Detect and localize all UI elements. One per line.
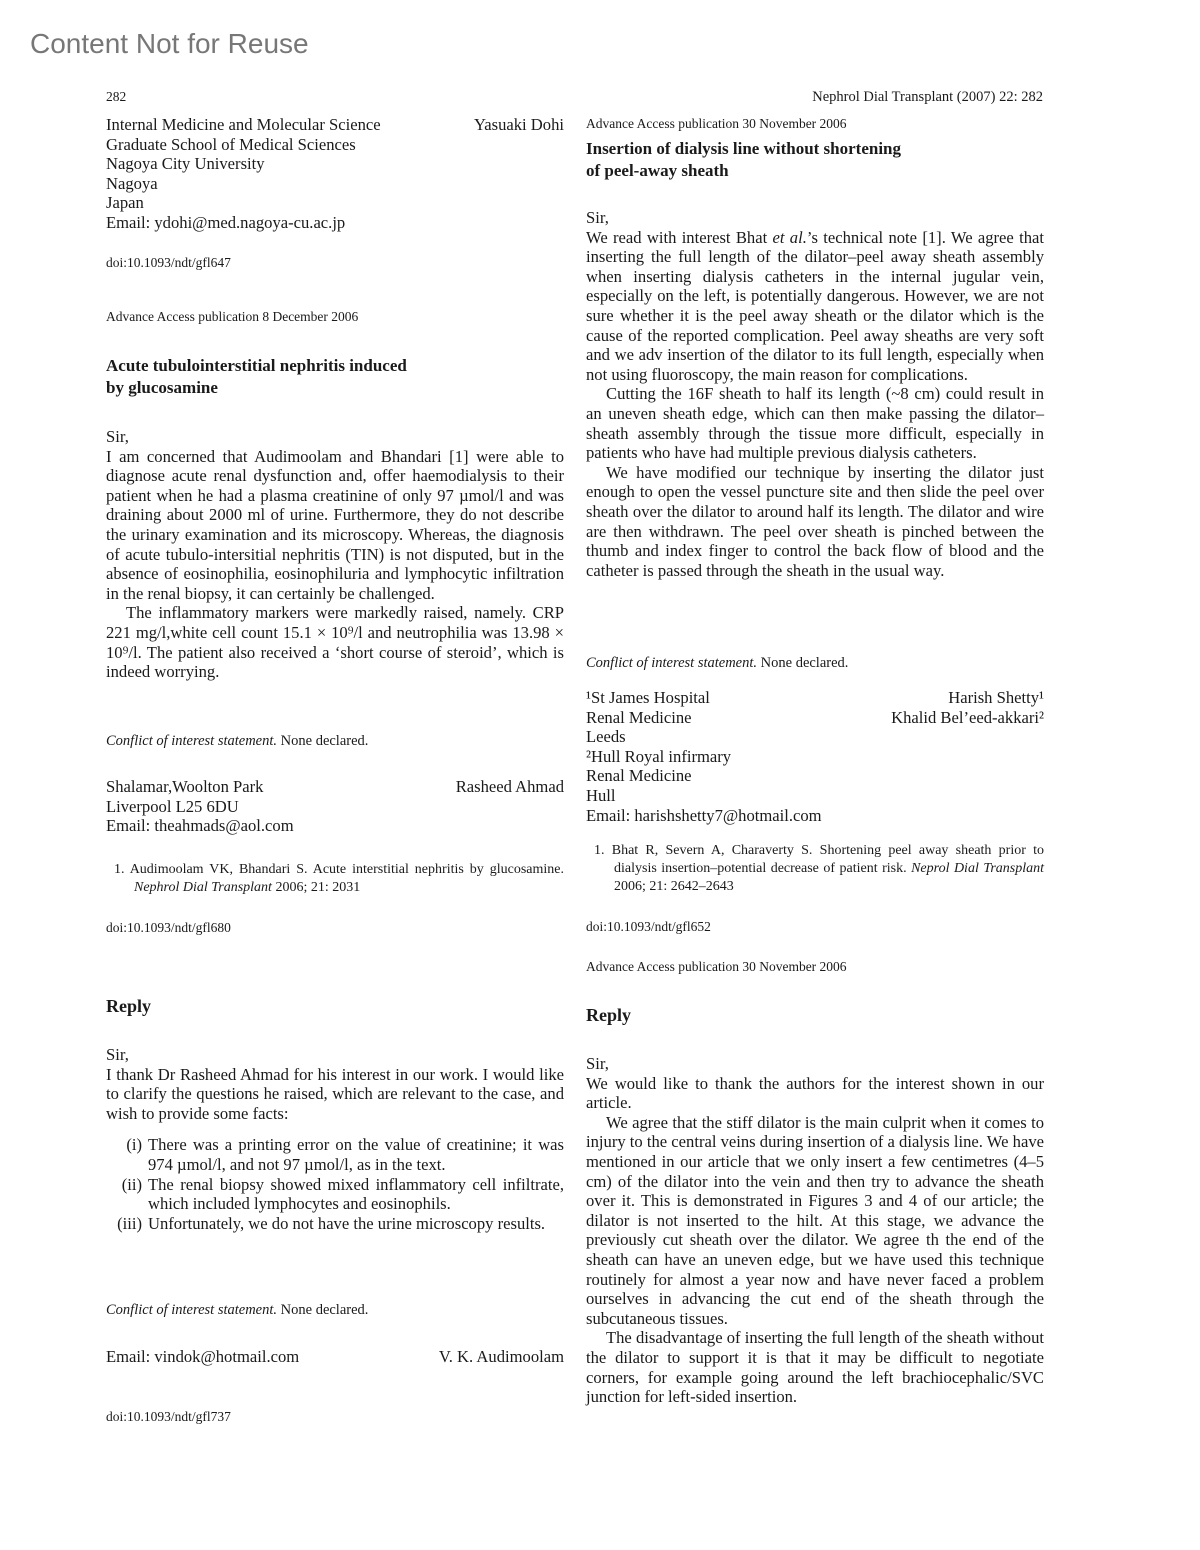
ref-journal: Neprol Dial Transplant (911, 861, 1045, 876)
address-line: ¹St James Hospital (586, 688, 710, 707)
advance-access: Advance Access publication 30 November 2006 (586, 959, 847, 974)
item-text: Unfortunately, we do not have the urine microscopy results. (148, 1213, 546, 1233)
title-line: Insertion of dialysis line without shortening (586, 139, 902, 158)
title-line: by glucosamine (106, 378, 218, 397)
letter-signature (586, 688, 1044, 825)
paragraph: We have modified our technique by inserting the dilator just enough to open the vessel puncture site and then slide the peel over sheath over the dilator to around half its length. The dilator and wire are then withdrawn. The peel over sheath is pinched between the thumb and index finger to control the back flow of blood and the catheter is passed through the sheath in the usual way. (586, 462, 1044, 580)
paragraph: Cutting the 16F sheath to half its length (~8 cm) could result in an uneven sheath edge, which can then make passing the dilator–sheath assembly through the tissue more difficult, especially in patients who have had multiple previous dialysis catheters. (586, 384, 1044, 463)
author-name: V. K. Audimoolam (438, 1347, 564, 1366)
title-line: of peel-away sheath (586, 161, 729, 180)
item-number: (ii) (121, 1174, 142, 1194)
letter-body (106, 427, 564, 682)
journal-header: Nephrol Dial Transplant (2007) 22: 282 (812, 89, 1043, 105)
doi: doi:10.1093/ndt/gfl680 (106, 920, 231, 935)
list-item (106, 1175, 564, 1214)
letter-signature (106, 777, 564, 836)
conflict-statement (586, 654, 848, 672)
address-line: Leeds (586, 727, 626, 747)
ref-tail: 2006; 21: 2031 (271, 880, 361, 895)
reply-body (106, 1045, 564, 1233)
address-line: Japan (106, 193, 144, 213)
reply-signature (106, 1347, 564, 1367)
address-line: Liverpool L25 6DU (106, 796, 239, 816)
ref-text: Audimoolam VK, Bhandari S. Acute interstitial nephritis by glucosamine. (129, 862, 564, 877)
salutation: Sir, (586, 208, 609, 227)
address-line: Internal Medicine and Molecular Science (106, 115, 381, 134)
author-name: Yasuaki Dohi (473, 115, 564, 134)
page-number: 282 (106, 89, 127, 104)
email: Email: harishshetty7@hotmail.com (586, 805, 822, 825)
ref-number: 1. (114, 862, 125, 877)
author-name: Harish Shetty¹ (948, 688, 1044, 707)
paragraph: I am concerned that Audimoolam and Bhandari [1] were able to diagnose acute renal dysfunction and, offer haemodialysis to their patient when he had a plasma creatinine of only 97 µmol/l and was draining about 2000 ml of urine. Furthermore, they do not describe the urinary examination and its microscopy. Whereas, the diagnosis of acute tubulo-intersitial nephritis (TIN) is not disputed, but in the absence of eosinophilia, eosinophiluria and lymphocytic infiltration in the renal biopsy, it can certainly be challenged. (106, 446, 564, 603)
ref-tail: 2006; 21: 2642–2643 (614, 879, 734, 894)
email: Email: vindok@hotmail.com (106, 1347, 300, 1366)
email: Email: theahmads@aol.com (106, 816, 294, 836)
reply-heading: Reply (586, 1005, 631, 1025)
conflict-label: Conflict of interest statement. (106, 1302, 278, 1318)
list-item (106, 1214, 564, 1234)
address-line: Shalamar,Woolton Park (106, 777, 264, 796)
address-line: Hull (586, 785, 616, 805)
paragraph: We agree that the stiff dilator is the main culprit when it comes to injury to the central veins during insertion of a dialysis line. We have mentioned in our article that we only insert a few centimetres (4–5 cm) of the dilator into the vein and then try to advance the sheath over it. This is demonstrated in Figures 3 and 4 of our article; the dilator is not inserted to the hilt. At this stage, we advance the previously cut sheath over the dilator. We agree th the end of the sheath can have an uneven edge, but we have used this technique routinely for almost a year now and have never faced a problem ourselves in advancing the cut end of the sheath through the subcutaneous tissues. (586, 1112, 1044, 1328)
address-line: Renal Medicine (586, 707, 692, 727)
ref-text: Bhat R, Severn A, Charaverty S. Shortening peel away sheath prior to dialysis insertion–potential decrease of patient risk. (611, 843, 1045, 876)
item-text: There was a printing error on the value of creatinine; it was 974 µmol/l, and not 97 µmol/l, as in the text. (148, 1135, 564, 1174)
conflict-text: None declared. (277, 733, 369, 749)
ref-number: 1. (594, 843, 605, 858)
address-line: ²Hull Royal infirmary (586, 746, 732, 766)
address-line: Nagoya (106, 173, 158, 193)
reply-body (586, 1054, 1044, 1407)
item-number: (iii) (117, 1213, 142, 1233)
conflict-text: None declared. (757, 655, 849, 671)
paragraph (586, 228, 1044, 385)
address-line: Graduate School of Medical Sciences (106, 134, 356, 154)
reference (586, 842, 1044, 896)
salutation: Sir, (106, 1045, 129, 1064)
item-text: The renal biopsy showed mixed inflammatory cell infiltrate, which included lymphocytes and eosinophils. (148, 1174, 564, 1214)
watermark: Content Not for Reuse (30, 28, 309, 59)
text: et al. (772, 227, 807, 247)
article-title (586, 138, 1044, 182)
advance-access: Advance Access publication 8 December 2006 (106, 309, 359, 324)
salutation: Sir, (586, 1054, 609, 1073)
text: We read with interest Bhat (586, 227, 773, 247)
doi: doi:10.1093/ndt/gfl737 (106, 1409, 231, 1424)
email: Email: ydohi@med.nagoya-cu.ac.jp (106, 212, 346, 232)
reply-heading: Reply (106, 996, 151, 1016)
address-line: Renal Medicine (586, 766, 692, 786)
letter-body (586, 208, 1044, 580)
paragraph: We would like to thank the authors for the interest shown in our article. (586, 1073, 1044, 1113)
ref-journal: Nephrol Dial Transplant (134, 880, 272, 895)
advance-access: Advance Access publication 30 November 2006 (586, 116, 847, 131)
conflict-label: Conflict of interest statement. (586, 655, 758, 671)
salutation: Sir, (106, 427, 129, 446)
prev-letter-signature (106, 115, 564, 233)
conflict-text: None declared. (277, 1302, 369, 1318)
title-line: Acute tubulointerstitial nephritis induced (106, 356, 407, 375)
address-line: Nagoya City University (106, 154, 265, 174)
text: ’s technical note [1]. We agree that inserting the full length of the dilator–peel away sheath assembly when inserting dialysis catheters in the internal jugular vein, especially on the left, is potentially dangerous. However, we are not sure whether it is the peel away sheath or the dilator which is the cause of the reported complication. Peel away sheaths are very soft and we adv insertion of the dilator to its full length, especially when not using fluoroscopy, the main reason for complications. (586, 227, 1044, 384)
paragraph: The inflammatory markers were markedly raised, namely. CRP 221 mg/l,white cell count 15.1 × 10⁹/l and neutrophilia was 13.98 × 10⁹/l. The patient also received a ‘short course of steroid’, which is indeed worrying. (106, 603, 564, 682)
conflict-label: Conflict of interest statement. (106, 733, 278, 749)
reference (106, 861, 564, 897)
paragraph: The disadvantage of inserting the full length of the sheath without the dilator to support it is that it may be difficult to negotiate corners, for example going around the left brachiocephalic/SVC junction for left-sided insertion. (586, 1328, 1044, 1407)
list-item (106, 1135, 564, 1174)
conflict-statement (106, 1301, 368, 1319)
item-number: (i) (126, 1135, 142, 1155)
author-name: Rasheed Ahmad (455, 777, 564, 796)
article-title (106, 355, 564, 399)
doi: doi:10.1093/ndt/gfl652 (586, 919, 711, 934)
conflict-statement (106, 732, 368, 750)
doi: doi:10.1093/ndt/gfl647 (106, 255, 231, 270)
paragraph: I thank Dr Rasheed Ahmad for his interest in our work. I would like to clarify the questions he raised, which are relevant to the case, and wish to provide some facts: (106, 1064, 564, 1123)
author-name: Khalid Bel’eed-akkari² (891, 707, 1044, 727)
